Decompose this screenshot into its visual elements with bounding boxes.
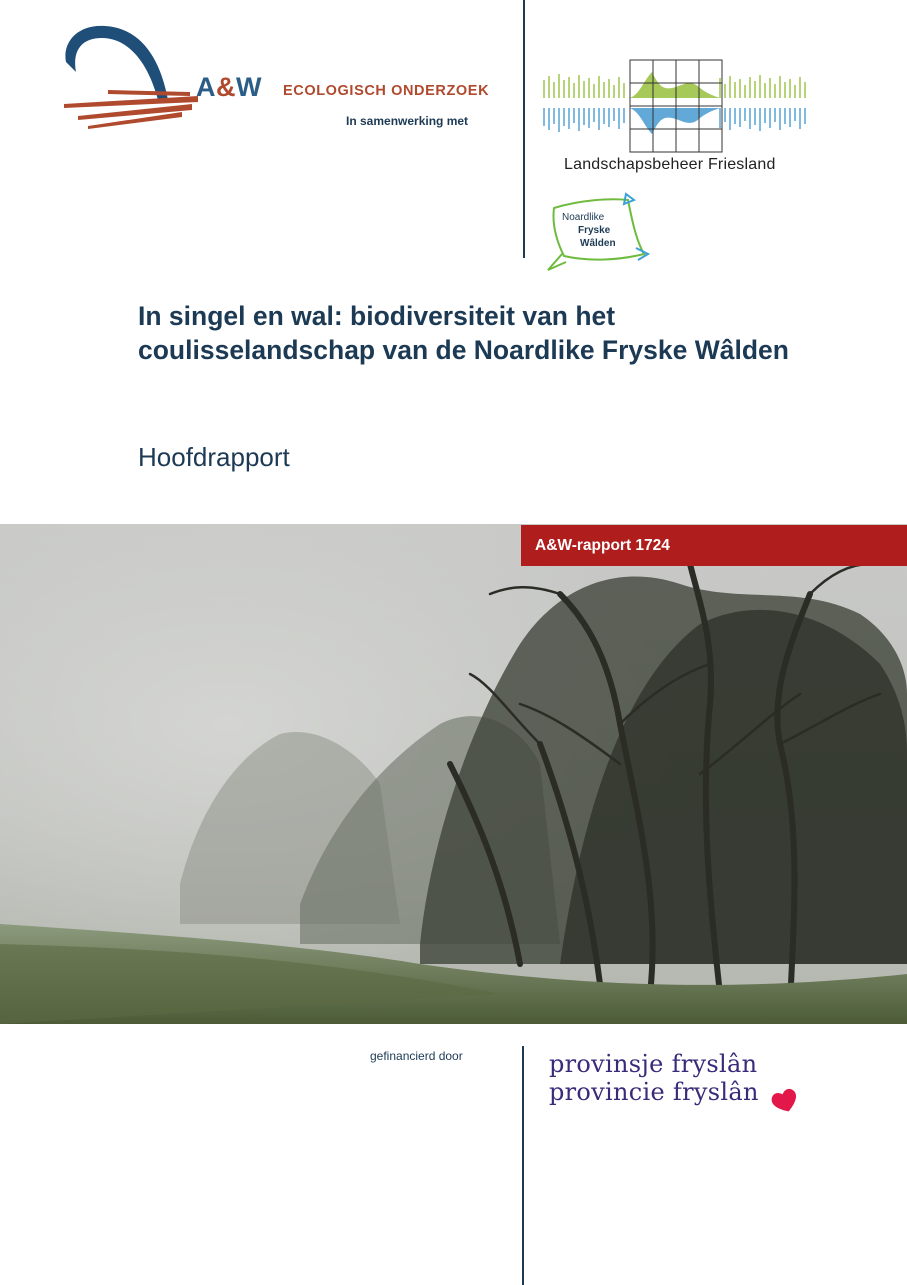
lbf-hill-green xyxy=(630,72,720,98)
funded-by-label: gefinancierd door xyxy=(370,1049,463,1063)
divider-bottom xyxy=(522,1046,524,1285)
landschapsbeheer-logo xyxy=(540,58,812,154)
lbf-grid xyxy=(630,60,722,152)
aw-brand xyxy=(196,72,262,103)
report-number-banner: A&W-rapport 1724 xyxy=(521,525,907,566)
funder-name-frisian: provinsje fryslân xyxy=(549,1050,758,1078)
divider-top xyxy=(523,0,525,258)
aw-brand-amp: & xyxy=(216,72,236,102)
cover-photo-foggy-trees xyxy=(0,524,907,1024)
nfw-text-line2: Fryske xyxy=(578,225,611,236)
landschapsbeheer-name: Landschapsbeheer Friesland xyxy=(564,156,776,173)
aw-brand-subtitle: ECOLOGISCH ONDERZOEK xyxy=(283,83,490,99)
report-title: In singel en wal: biodiversiteit van het coulisselandschap van de Noardlike Fryske Wâlden xyxy=(138,301,789,365)
nfw-text-line1: Noardlike xyxy=(562,212,605,223)
aw-logo-mark xyxy=(60,22,210,132)
aw-brand-w: W xyxy=(236,72,262,102)
province-heart-icon xyxy=(771,1088,799,1114)
report-subtitle: Hoofdrapport xyxy=(138,442,290,472)
collaboration-label: In samenwerking met xyxy=(346,114,469,128)
funder-name-dutch: provincie fryslân xyxy=(549,1078,759,1106)
lbf-hill-blue xyxy=(630,108,720,134)
nfw-logo xyxy=(540,190,650,276)
nfw-text-line3: Wâlden xyxy=(580,238,616,249)
aw-brand-a: A xyxy=(196,72,216,102)
